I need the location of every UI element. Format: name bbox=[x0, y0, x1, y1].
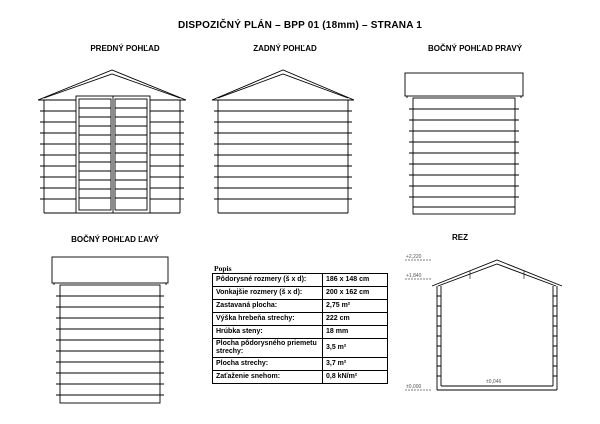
front-door bbox=[76, 96, 150, 213]
spec-label: Pôdorysné rozmery (š x d): bbox=[213, 274, 323, 287]
specs-heading: Popis bbox=[214, 264, 232, 273]
spec-label: Zastavaná plocha: bbox=[213, 300, 323, 313]
right-side-view-drawing bbox=[405, 73, 523, 214]
right-side-view-label: BOČNÝ POHĽAD PRAVÝ bbox=[427, 44, 523, 53]
spec-value: 2,75 m² bbox=[323, 300, 388, 313]
level-floor: ±0,046 bbox=[486, 379, 502, 385]
spec-value: 3,7 m² bbox=[323, 358, 388, 371]
spec-label: Plocha pôdorysného priemetu strechy: bbox=[213, 339, 323, 358]
spec-row bbox=[213, 287, 388, 300]
spec-row bbox=[213, 300, 388, 313]
spec-label: Vonkajšie rozmery (š x d): bbox=[213, 287, 323, 300]
spec-row bbox=[213, 313, 388, 326]
front-view-label: PREDNÝ POHĽAD bbox=[90, 44, 160, 53]
spec-label: Výška hrebeňa strechy: bbox=[213, 313, 323, 326]
spec-label: Plocha strechy: bbox=[213, 358, 323, 371]
spec-value: 186 x 148 cm bbox=[323, 274, 388, 287]
left-side-view-drawing bbox=[52, 257, 168, 403]
left-side-view-label: BOČNÝ POHĽAD ĽAVÝ bbox=[71, 235, 159, 244]
level-top: +2,220 bbox=[406, 254, 422, 260]
spec-label: Zaťaženie snehom: bbox=[213, 371, 323, 384]
level-eave: +1,840 bbox=[406, 273, 422, 279]
spec-value: 18 mm bbox=[323, 326, 388, 339]
front-view-drawing bbox=[38, 70, 186, 213]
section-drawing bbox=[405, 260, 562, 390]
spec-label: Hrúbka steny: bbox=[213, 326, 323, 339]
spec-row bbox=[213, 339, 388, 358]
spec-row bbox=[213, 274, 388, 287]
spec-value: 3,5 m² bbox=[323, 339, 388, 358]
page-title: DISPOZIČNÝ PLÁN – BPP 01 (18mm) – STRANA 1 bbox=[177, 20, 422, 31]
back-view-label: ZADNÝ POHĽAD bbox=[253, 44, 317, 53]
section-view-label: REZ bbox=[452, 233, 468, 242]
spec-value: 0,8 kN/m² bbox=[323, 371, 388, 384]
back-view-drawing bbox=[212, 70, 354, 213]
spec-value: 200 x 162 cm bbox=[323, 287, 388, 300]
spec-row bbox=[213, 358, 388, 371]
spec-row bbox=[213, 326, 388, 339]
specs-table bbox=[212, 273, 388, 384]
spec-value: 222 cm bbox=[323, 313, 388, 326]
spec-row bbox=[213, 371, 388, 384]
level-base: ±0,000 bbox=[406, 384, 422, 390]
